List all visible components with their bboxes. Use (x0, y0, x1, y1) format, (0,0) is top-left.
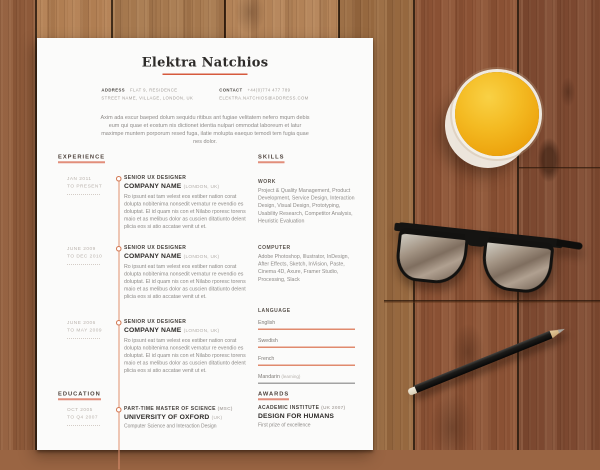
award-detail: First prize of excellence (258, 422, 311, 428)
education-section-title: EDUCATION (58, 391, 101, 400)
language-label: LANGUAGE (258, 308, 291, 314)
company-name: COMPANY NAME (124, 252, 182, 260)
experience-column (58, 152, 258, 452)
dotted-divider (67, 194, 100, 195)
experience-section-title: EXPERIENCE (58, 154, 105, 163)
entry-date-end: TO MAY 2009 (67, 327, 103, 334)
awards-section-title: AWARDS (258, 391, 289, 400)
language-level-bar (258, 383, 355, 385)
degree-title: PART-TIME MASTER OF SCIENCE (124, 406, 216, 412)
eyeglasses-temple-arm (556, 239, 583, 250)
language-item-mandarin (258, 372, 355, 385)
skills-column (258, 152, 355, 428)
work-label: WORK (258, 179, 276, 185)
address-column (101, 86, 193, 102)
education-detail: Computer Science and Interaction Design (124, 423, 217, 429)
degree-note: (MSC) (217, 406, 233, 412)
summary-paragraph: Axim ada escur baeped dolum sequidu ritibus ant fugiae velitatem nefero mqum debis eum qui quae et eostum nis dictionet identia nulpari ommodat laboreum et latur maximpe muntem porporum resed fuga, ilatie molupta eaequo temodi tem fugia quae nes dolor. (100, 114, 310, 145)
job-role: SENIOR UX DESIGNER (124, 319, 187, 325)
timeline-marker (116, 246, 122, 252)
work-skills-block (258, 179, 355, 225)
work-skills-text: Project & Quality Management, Product Development, Service Design, Interaction Design, Visual Design, Prototyping, Usability Research, Competitor Analysis, Heuristic Evaluation (258, 187, 355, 224)
resume-paper (37, 38, 373, 450)
company-location: (LONDON, UK) (183, 184, 220, 190)
address-label: ADDRESS (101, 87, 125, 93)
contact-column (219, 86, 308, 102)
entry-dates (67, 406, 115, 426)
resume-content (37, 38, 373, 450)
school-note: (UK) (211, 415, 223, 421)
job-role: SENIOR UX DESIGNER (124, 245, 187, 251)
phone-value: +44(0)774 477 789 (247, 87, 291, 93)
entry-details (124, 319, 255, 374)
name-underline (163, 74, 248, 76)
entry-date-end: TO DEC 2010 (67, 253, 103, 260)
job-description: Ro ipsunt eat tam velest eos estiber nation corat dolupta nobitenima nonsedit vernatur re evendio es doluptat. El id quam nis con et Nilabo rporesc torens maio et as melibus dolor as cuscien ditatiunto delent plicia eos si atio accatae venit ut et. (124, 193, 246, 230)
dotted-divider (67, 425, 100, 426)
orange-juice (455, 72, 539, 156)
contact-label: CONTACT (219, 87, 243, 93)
award-org-note: (UK 2007) (321, 405, 346, 411)
entry-date-end: TO PRESENT (67, 183, 103, 190)
award-org: ACADEMIC INSTITUTE (258, 405, 320, 411)
company-name: COMPANY NAME (124, 326, 182, 334)
computer-skills-block (258, 245, 355, 283)
language-name: English (258, 319, 276, 326)
computer-skills-text: Adobe Photoshop, Illustrator, InDesign, After Effects, Sketch, InVision, Paste, Cinema 4D, Axure, Framer Studio, Processing, Slack (258, 253, 350, 283)
pencil-lead-tip (558, 327, 566, 333)
address-line2: STREET NAME, VILLAGE, LONDON, UK (101, 95, 194, 101)
award-entry (258, 405, 355, 428)
language-level-bar (258, 365, 355, 367)
address-value: FLAT 9, RESIDENCE (129, 87, 178, 93)
entry-details (124, 175, 255, 230)
language-item-swedish (258, 336, 355, 349)
company-name: COMPANY NAME (124, 182, 182, 190)
timeline-marker (116, 320, 122, 326)
timeline-marker (116, 176, 122, 182)
dotted-divider (67, 338, 100, 339)
language-note: (learning) (281, 374, 301, 379)
school-name: UNIVERSITY OF OXFORD (124, 413, 210, 421)
job-role: SENIOR UX DESIGNER (124, 175, 187, 181)
language-name: Mandarin (258, 373, 280, 380)
job-description: Ro ipsunt eat tam velest eos estiber nation corat dolupta nobitenima nonsedit vernatur re evendio es doluptat. El id quam nis con et Nilabo rporesc torens maio et as melibus dolor as cuscien ditatiunto delent plicia eos si atio accatae venit ut et. (124, 263, 246, 300)
timeline-marker (116, 407, 122, 413)
language-name: Swedish (258, 337, 278, 344)
job-description: Ro ipsunt eat tam velest eos estiber nation corat dolupta nobitenima nonsedit vernatur re evendio es doluptat. El id quam nis con et Nilabo rporesc torens maio et as melibus dolor as cuscien ditatiunto delent plicia eos si atio accatae venit ut et. (124, 337, 246, 374)
entry-dates (67, 319, 115, 339)
language-level-bar (258, 329, 355, 331)
entry-date-start: OCT 2005 (67, 407, 93, 413)
entry-date-start: JUNE 2006 (67, 320, 96, 326)
orange-juice-glass (441, 66, 545, 178)
computer-label: COMPUTER (258, 245, 291, 251)
entry-date-start: JAN 2011 (67, 176, 92, 182)
entry-details (124, 245, 255, 300)
language-block (258, 308, 355, 390)
company-location: (LONDON, UK) (183, 254, 220, 260)
resume-name: Elektra Natchios (141, 55, 269, 70)
entry-dates (67, 175, 115, 195)
email-value: ELEKTRA.NATCHIOS@ADDRESS.COM (219, 95, 309, 101)
language-item-french (258, 354, 355, 367)
language-item-english (258, 318, 355, 331)
entry-date-start: JUNE 2009 (67, 246, 96, 252)
contact-block (37, 86, 373, 102)
language-name: French (258, 355, 275, 362)
eyeglasses-right-lens (480, 236, 555, 295)
language-level-bar (258, 347, 355, 349)
entry-date-end: TO Q4 2007 (67, 414, 99, 421)
dotted-divider (67, 264, 100, 265)
skills-section-title: SKILLS (258, 154, 284, 163)
entry-details (124, 406, 255, 429)
language-list (258, 318, 355, 385)
award-title: DESIGN FOR HUMANS (258, 412, 335, 420)
eyeglasses-left-lens (394, 227, 469, 286)
company-location: (LONDON, UK) (183, 328, 220, 334)
entry-dates (67, 245, 115, 265)
